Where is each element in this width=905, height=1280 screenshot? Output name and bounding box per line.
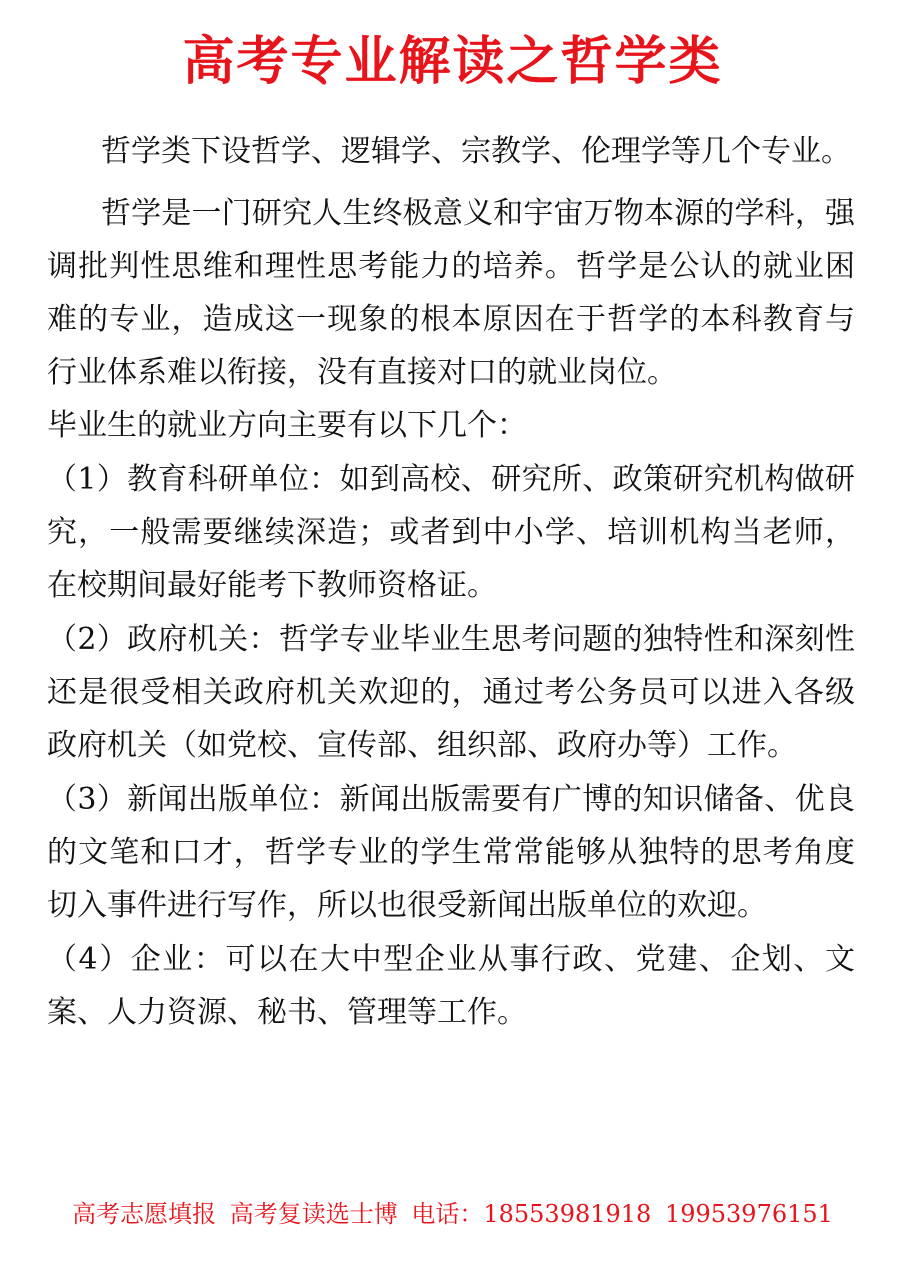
career-item-government: （2）政府机关：哲学专业毕业生思考问题的独特性和深刻性还是很受相关政府机关欢迎的，通过考公务员可以进入各级政府机关（如党校、宣传部、组织部、政府办等）工作。 — [47, 622, 855, 763]
footer-phone-1: 18553981918 — [483, 1200, 652, 1228]
article-body — [47, 125, 855, 1039]
footer-phone-label: 电话： — [411, 1200, 484, 1228]
career-item-publishing: （3）新闻出版单位：新闻出版需要有广博的知识储备、优良的文笔和口才，哲学专业的学生常常能够从独特的思考角度切入事件进行写作，所以也很受新闻出版单位的欢迎。 — [47, 782, 855, 923]
intro-paragraph: 哲学类下设哲学、逻辑学、宗教学、伦理学等几个专业。 — [101, 134, 851, 169]
career-intro-paragraph: 毕业生的就业方向主要有以下几个： — [47, 408, 527, 443]
career-item-education: （1）教育科研单位：如到高校、研究所、政策研究机构做研究，一般需要继续深造；或者到中小学、培训机构当老师，在校期间最好能考下教师资格证。 — [47, 462, 855, 603]
overview-paragraph: 哲学是一门研究人生终极意义和宇宙万物本源的学科，强调批判性思维和理性思考能力的培养。哲学是公认的就业困难的专业，造成这一现象的根本原因在于哲学的本科教育与行业体系难以衔接，没有直接对口的就业岗位。 — [47, 196, 855, 390]
contact-footer — [0, 1194, 905, 1234]
career-item-enterprise: （4）企业：可以在大中型企业从事行政、党建、企划、文案、人力资源、秘书、管理等工作。 — [47, 942, 855, 1030]
footer-service-volunteer: 高考志愿填报 — [72, 1200, 217, 1228]
page-title: 高考专业解读之哲学类 — [182, 32, 723, 92]
footer-phone-group — [411, 1200, 651, 1228]
footer-phone-2: 19953976151 — [664, 1200, 833, 1228]
footer-service-repeat: 高考复读选士博 — [229, 1200, 398, 1228]
